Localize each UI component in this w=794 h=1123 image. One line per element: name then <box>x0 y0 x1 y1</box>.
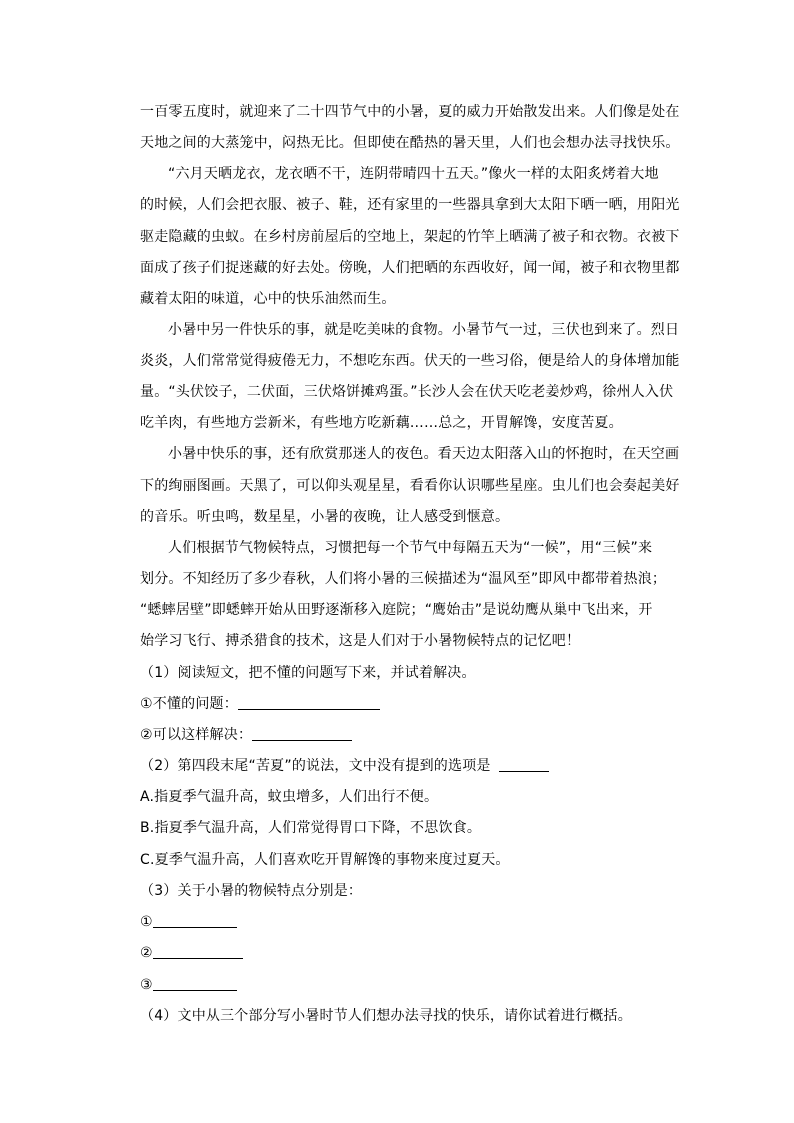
passage-line: 量。“头伏饺子，二伏面，三伏烙饼摊鸡蛋。”长沙人会在伏天吃老姜炒鸡，徐州人入伏 <box>140 384 674 400</box>
question-1b-label: ②可以这样解决： <box>140 727 253 743</box>
passage-line: “六月天晒龙衣，龙衣晒不干，连阴带晴四十五天。”像火一样的太阳炙烤着大地 <box>168 166 659 182</box>
answer-blank[interactable] <box>153 913 237 928</box>
passage-line: 人们根据节气物候特点，习惯把每一个节气中每隔五天为“一候”，用“三候”来 <box>168 540 653 556</box>
question-1a <box>140 694 380 714</box>
passage-line: 划分。不知经历了多少春秋，人们将小暑的三候描述为“温风至”即风中都带着热浪； <box>140 571 667 587</box>
option-b: B.指夏季气温升高，人们常觉得胃口下降，不思饮食。 <box>140 820 482 836</box>
question-3-item <box>140 975 237 995</box>
passage-line: 吃羊肉，有些地方尝新米，有些地方吃新藕……总之，开胃解馋，安度苦夏。 <box>140 415 623 431</box>
question-2 <box>140 756 549 776</box>
answer-blank[interactable] <box>153 976 237 991</box>
question-2-prompt: （2）第四段末尾“苦夏”的说法，文中没有提到的选项是 <box>140 758 491 774</box>
passage-line: 的音乐。听虫鸣，数星星，小暑的夜晚，让人感受到惬意。 <box>140 509 510 525</box>
question-4-prompt: （4）文中从三个部分写小暑时节人们想办法寻找的快乐，请你试着进行概括。 <box>140 1008 632 1024</box>
passage-line: 藏着太阳的味道，心中的快乐油然而生。 <box>140 291 396 307</box>
item-marker: ③ <box>140 977 153 993</box>
item-marker: ① <box>140 914 153 930</box>
passage-line: 始学习飞行、搏杀猎食的技术，这是人们对于小暑物候特点的记忆吧！ <box>140 633 581 649</box>
answer-blank[interactable] <box>252 726 352 741</box>
answer-blank[interactable] <box>238 695 380 710</box>
passage-line: 下的绚丽图画。天黑了，可以仰头观星星，看看你认识哪些星座。虫儿们也会奏起美好 <box>140 478 680 494</box>
question-1-prompt: （1）阅读短文，把不懂的问题写下来，并试着解决。 <box>140 665 476 681</box>
question-1b <box>140 725 352 745</box>
question-3-prompt: （3）关于小暑的物候特点分别是： <box>140 883 363 899</box>
option-a: A.指夏季气温升高，蚊虫增多，人们出行不便。 <box>140 789 439 805</box>
passage-line: 一百零五度时，就迎来了二十四节气中的小暑，夏的威力开始散发出来。人们像是处在 <box>140 104 680 120</box>
passage-line: 面成了孩子们捉迷藏的好去处。傍晚，人们把晒的东西收好，闻一闻，被子和衣物里都 <box>140 260 680 276</box>
passage-line: “蟋蟀居壁”即蟋蟀开始从田野逐渐移入庭院；“鹰始击”是说幼鹰从巢中飞出来，开 <box>140 602 653 618</box>
passage-line: 炎炎，人们常常觉得疲倦无力，不想吃东西。伏天的一些习俗，便是给人的身体增加能 <box>140 353 680 369</box>
passage-line: 小暑中快乐的事，还有欣赏那迷人的夜色。看天边太阳落入山的怀抱时，在天空画 <box>168 446 680 462</box>
answer-blank[interactable] <box>153 944 243 959</box>
question-3-item <box>140 943 243 963</box>
passage-line: 天地之间的大蒸笼中，闷热无比。但即使在酷热的暑天里，人们也会想办法寻找快乐。 <box>140 135 680 151</box>
passage-line: 小暑中另一件快乐的事，就是吃美味的食物。小暑节气一过，三伏也到来了。烈日 <box>168 322 680 338</box>
passage-line: 的时候，人们会把衣服、被子、鞋，还有家里的一些器具拿到大太阳下晒一晒，用阳光 <box>140 197 680 213</box>
question-3-item <box>140 912 237 932</box>
passage-line: 驱走隐藏的虫蚁。在乡村房前屋后的空地上，架起的竹竿上晒满了被子和衣物。衣被下 <box>140 229 680 245</box>
answer-blank[interactable] <box>499 757 549 772</box>
option-c: C.夏季气温升高，人们喜欢吃开胃解馋的事物来度过夏天。 <box>140 852 510 868</box>
item-marker: ② <box>140 945 153 961</box>
question-1a-label: ①不懂的问题： <box>140 696 238 712</box>
